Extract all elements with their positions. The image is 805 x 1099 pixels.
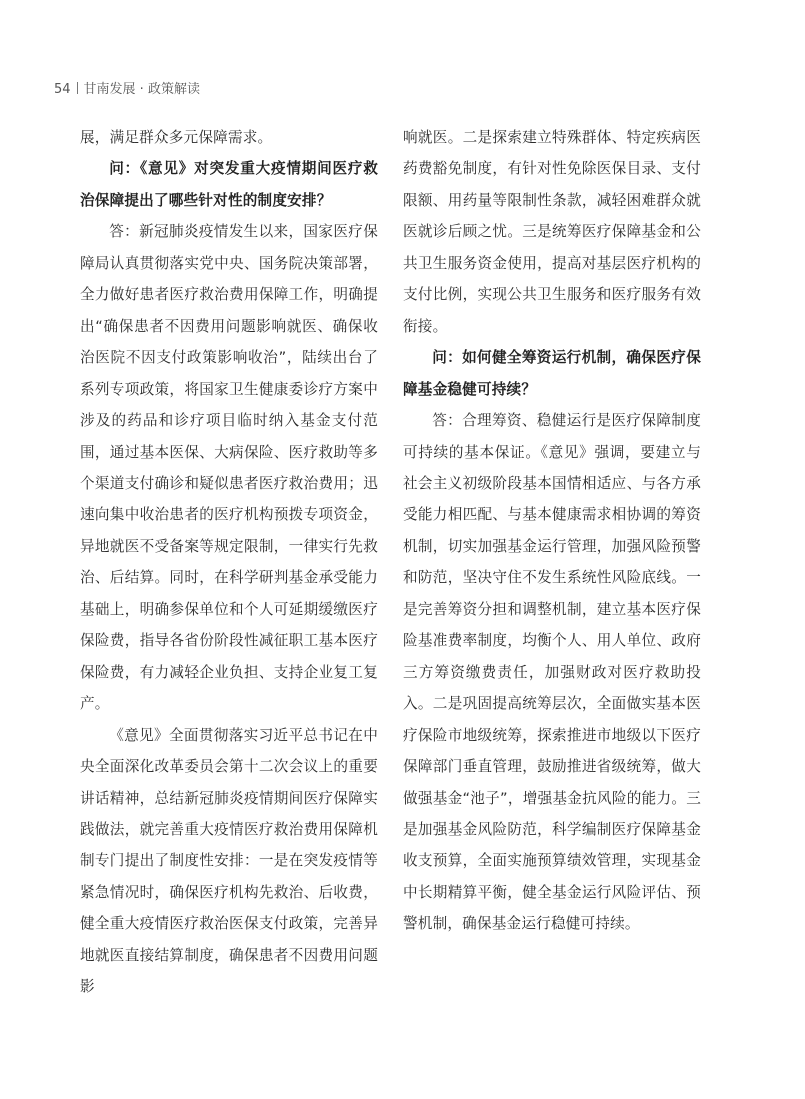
- running-header: [54, 78, 200, 97]
- left-column: [80, 122, 378, 1003]
- paragraph: 展，满足群众多元保障需求。: [80, 129, 273, 146]
- question-heading: 问：如何健全筹资运行机制，确保医疗保障基金稳健可持续？: [403, 349, 701, 398]
- page-number: 54: [54, 82, 71, 97]
- paragraph: 《意见》全面贯彻落实习近平总书记在中央全面深化改革委员会第十二次会议上的重要讲话精神，总结新冠肺炎疫情期间医疗保障实践做法，就完善重大疫情医疗救治费用保障机制专门提出了制度性安排：一是在突发疫情等紧急情况时，确保医疗机构先救治、后收费，健全重大疫情医疗救治医保支付政策，完善异地就医直接结算制度，确保患者不因费用问题影: [80, 726, 378, 996]
- right-column: [403, 122, 701, 940]
- paragraph: 答：新冠肺炎疫情发生以来，国家医疗保障局认真贯彻落实党中央、国务院决策部署，全力做好患者医疗救治费用保障工作，明确提出“确保患者不因费用问题影响就医、确保收治医院不因支付政策影响收治”，陆续出台了系列专项政策，将国家卫生健康委诊疗方案中涉及的药品和诊疗项目临时纳入基金支付范围，通过基本医保、大病保险、医疗救助等多个渠道支付确诊和疑似患者医疗救治费用；迅速向集中收治患者的医疗机构预拨专项资金，异地就医不受备案等规定限制，一律实行先救治、后结算。同时，在科学研判基金承受能力基础上，明确参保单位和个人可延期缓缴医疗保险费，指导各省份阶段性减征职工基本医疗保险费，有力减轻企业负担、支持企业复工复产。: [80, 223, 378, 713]
- paragraph: 响就医。二是探索建立特殊群体、特定疾病医药费豁免制度，有针对性免除医保目录、支付限额、用药量等限制性条款，减轻困难群众就医就诊后顾之忧。三是统筹医疗保障基金和公共卫生服务资金使用，提高对基层医疗机构的支付比例，实现公共卫生服务和医疗服务有效衔接。: [403, 129, 701, 335]
- header-divider: [77, 82, 78, 94]
- paragraph: 答：合理筹资、稳健运行是医疗保障制度可持续的基本保证。《意见》强调，要建立与社会主义初级阶段基本国情相适应、与各方承受能力相匹配、与基本健康需求相协调的筹资机制，切实加强基金运行管理，加强风险预警和防范，坚决守住不发生系统性风险底线。一是完善筹资分担和调整机制，建立基本医疗保险基准费率制度，均衡个人、用人单位、政府三方筹资缴费责任，加强财政对医疗救助投入。二是巩固提高统筹层次，全面做实基本医疗保险市地级统筹，探索推进市地级以下医疗保障部门垂直管理，鼓励推进省级统筹，做大做强基金“池子”，增强基金抗风险的能力。三是加强基金风险防范，科学编制医疗保障基金收支预算，全面实施预算绩效管理，实现基金中长期精算平衡，健全基金运行风险评估、预警机制，确保基金运行稳健可持续。: [403, 412, 701, 933]
- section-title: 甘南发展 · 政策解读: [83, 82, 200, 97]
- question-heading: 问：《意见》对突发重大疫情期间医疗救治保障提出了哪些针对性的制度安排？: [80, 160, 378, 209]
